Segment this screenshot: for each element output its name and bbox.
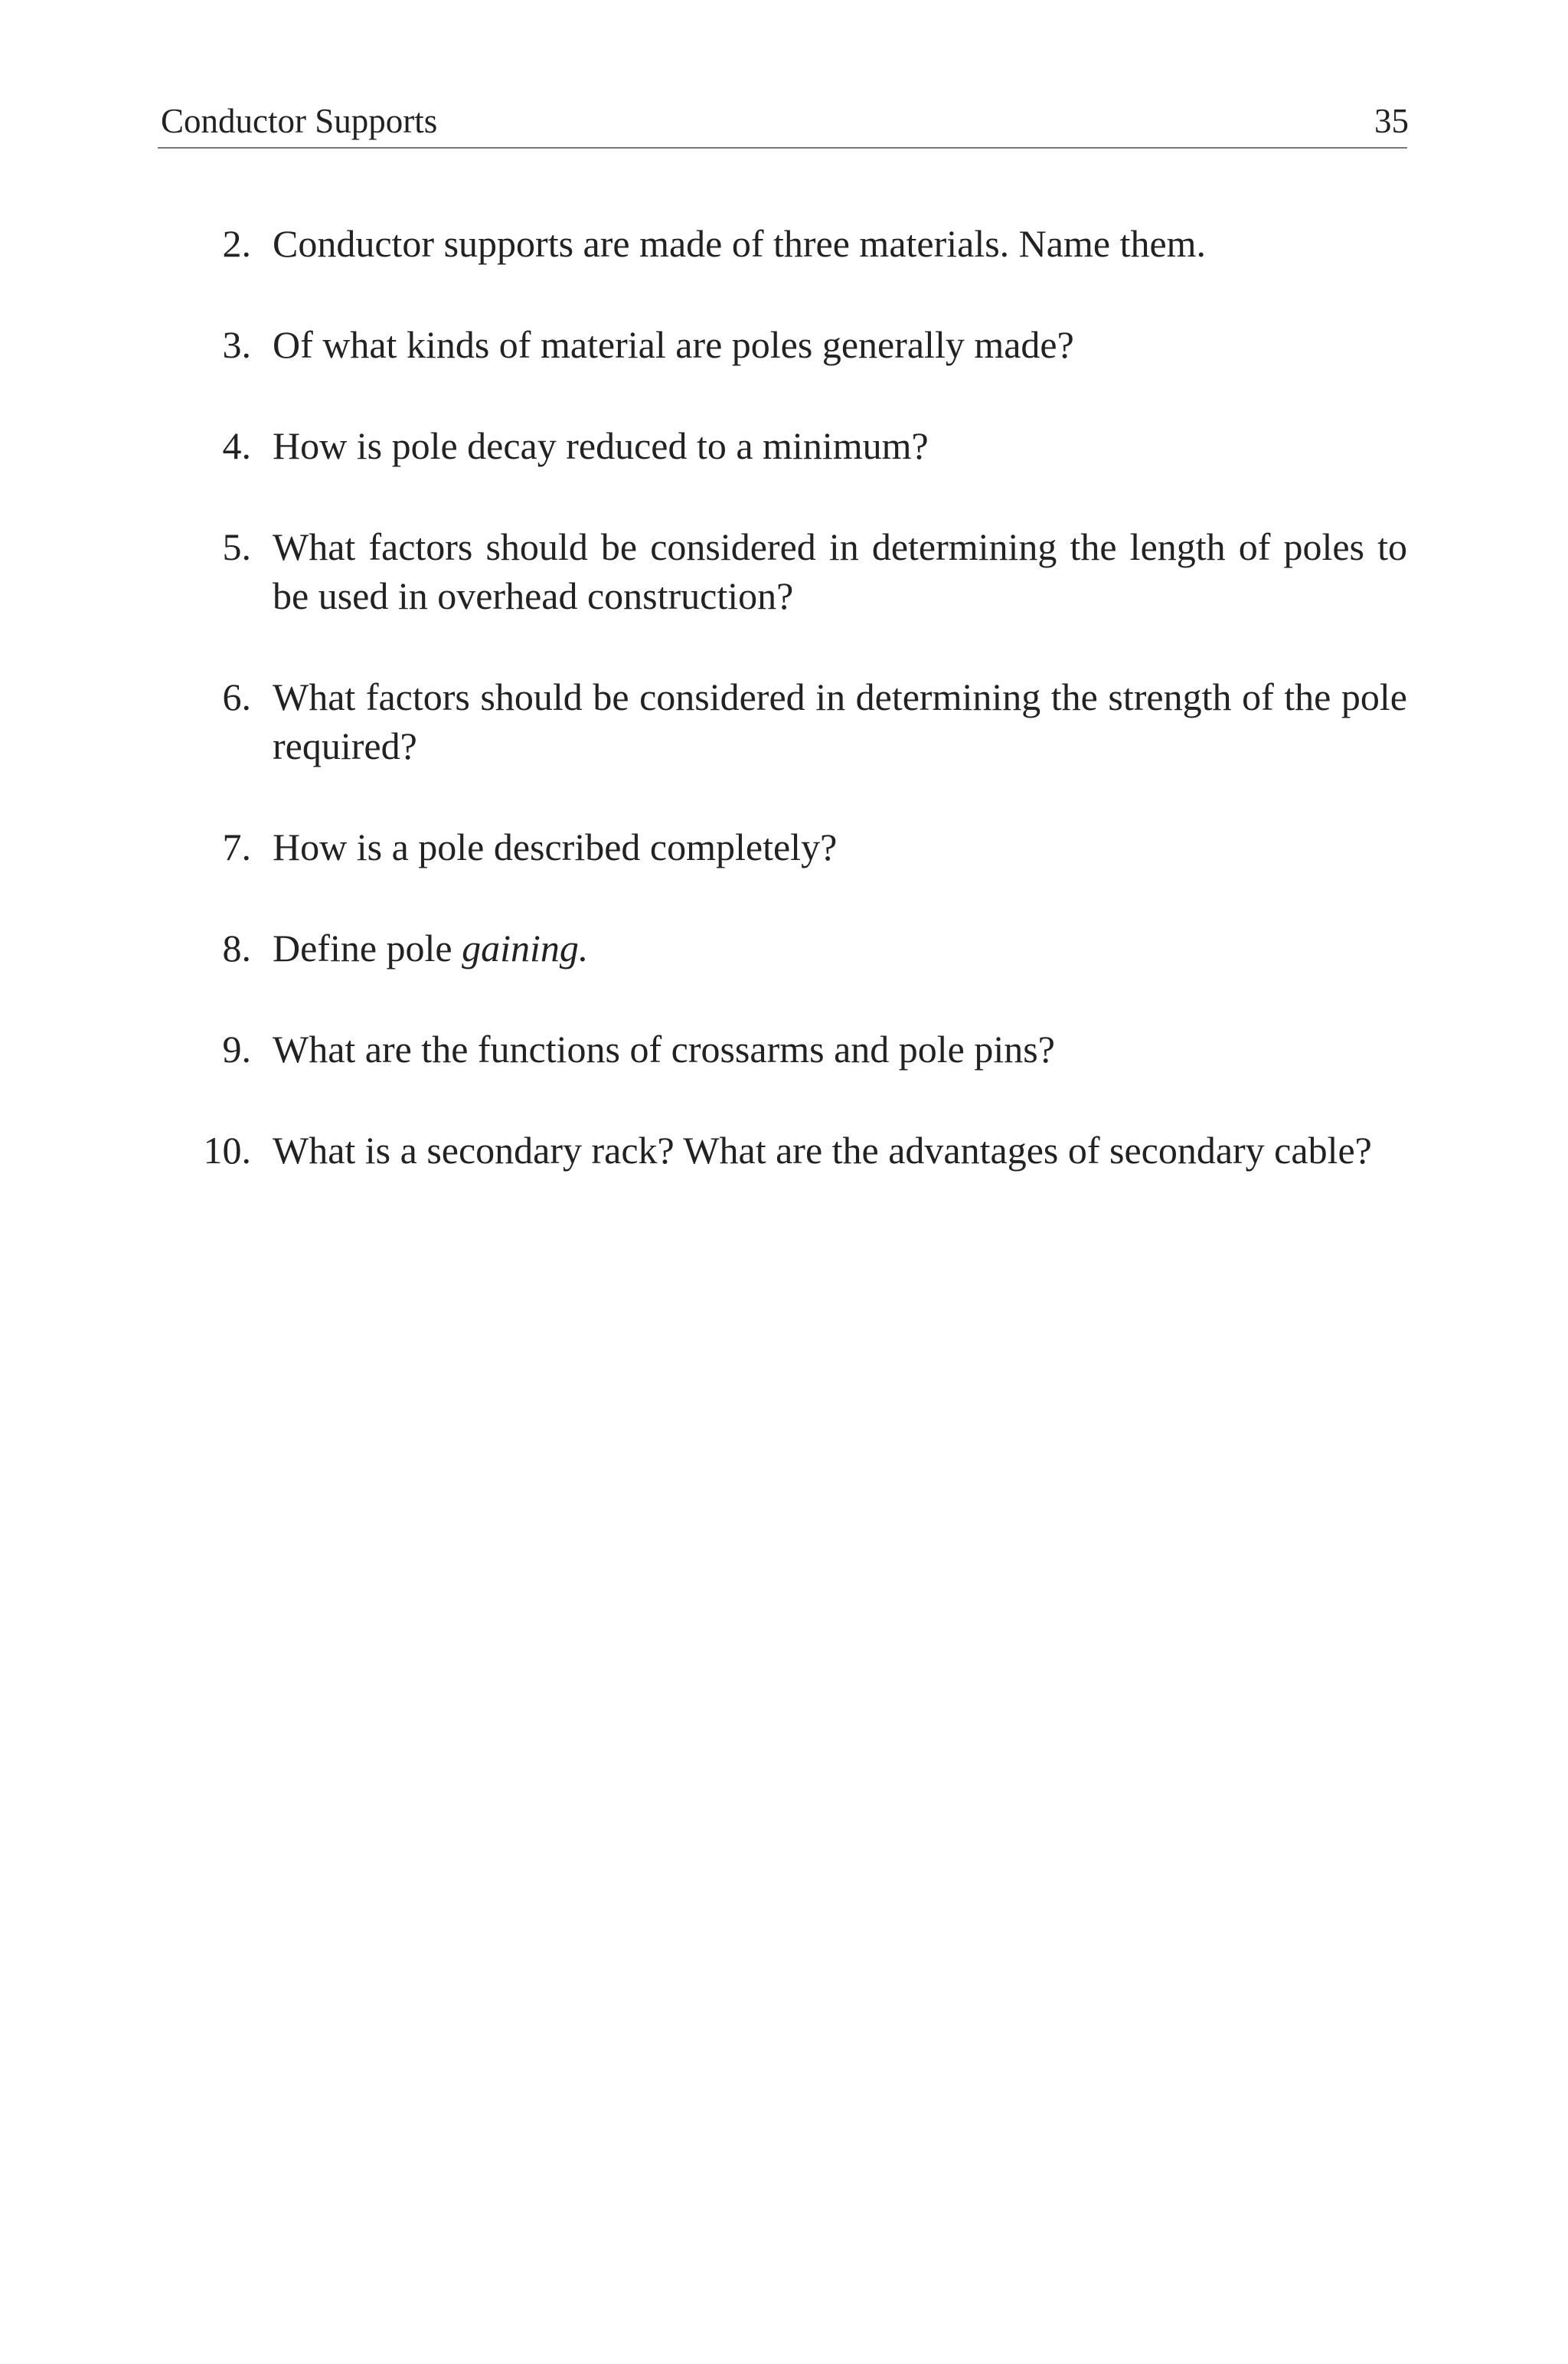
question-item [158,1025,1407,1074]
question-number: 4. [222,424,251,467]
question-number: 9. [222,1028,251,1071]
question-number: 8. [222,927,251,969]
question-item [158,522,1407,620]
question-item [158,320,1407,369]
question-item [158,924,1407,973]
question-item [158,1126,1407,1175]
question-text: How is a pole described completely? [273,826,838,868]
question-item [158,672,1407,770]
running-header [158,104,1407,149]
question-text: What are the functions of crossarms and pole pins? [273,1028,1055,1071]
question-number: 10. [203,1129,251,1172]
chapter-title: Conductor Supports [161,102,438,140]
question-text: What factors should be considered in determining the length of poles to be used in overhead construction? [273,525,1407,617]
question-text: What factors should be considered in determining the strength of the pole required? [273,675,1407,767]
question-text: Conductor supports are made of three materials. Name them. [273,222,1207,265]
question-text: How is pole decay reduced to a minimum? [273,424,929,467]
question-number: 5. [222,525,251,568]
page-number: 35 [1374,102,1409,140]
question-text: Of what kinds of material are poles generally made? [273,323,1074,366]
question-number: 3. [222,323,251,366]
question-text-plain: Define pole [273,927,462,969]
question-number: 6. [222,675,251,718]
question-text [273,924,1407,973]
question-number: 2. [222,222,251,265]
question-item [158,822,1407,871]
question-item [158,421,1407,470]
question-text-emphasis: gaining. [462,927,589,969]
question-number: 7. [222,826,251,868]
question-item [158,219,1407,268]
review-questions-list [158,219,1407,1227]
question-text: What is a secondary rack? What are the advantages of secondary cable? [273,1129,1372,1172]
